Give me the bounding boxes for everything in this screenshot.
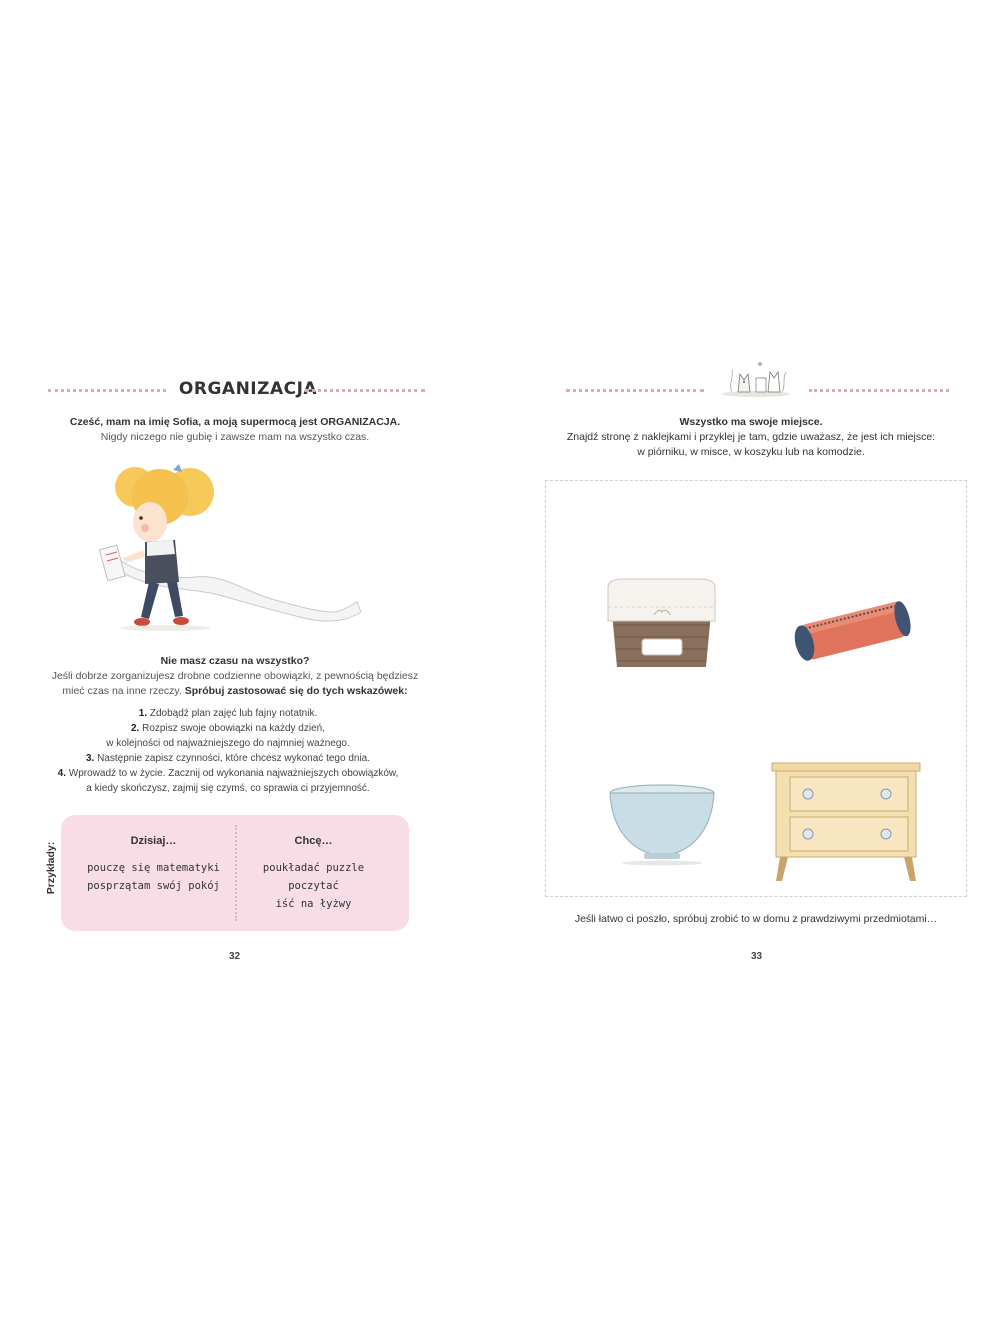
dresser-illustration [768,759,924,885]
example-item: pouczę się matematyki [87,862,220,874]
step-text: Zdobądź plan zajęć lub fajny notatnik. [149,708,318,719]
title-divider-left [48,389,166,392]
want-heading: Chcę… [294,835,333,847]
example-item: posprzątam swój pokój [87,880,220,892]
step-line [30,706,426,721]
tips-para-line2-light: mieć czas na inne rzeczy. [62,685,182,697]
step-line [30,781,426,796]
example-item: poczytać [288,880,339,892]
tips-para-line2-bold: Spróbuj zastosować się do tych wskazówek: [184,685,408,697]
header-divider-left [566,389,704,392]
intro [30,415,440,445]
step-text: Rozpisz swoje obowiązki na każdy dzień, [142,723,325,734]
page-title: ORGANIZACJA [178,379,318,399]
step-number: 3. [85,753,95,764]
pencil-case-illustration [791,599,916,663]
examples-label: Przykłady: [45,841,57,895]
cat-vignette-icon [720,356,792,398]
instructions-line1: Znajdź stronę z naklejkami i przyklej je tam, gdzie uważasz, że jest ich miejsce: [566,431,936,443]
examples-box [61,815,409,931]
instructions-heading: Wszystko ma swoje miejsce. [679,416,823,428]
step-line [30,721,426,736]
step-text: a kiedy skończysz, zajmij się czymś, co sprawia ci przyjemność. [86,783,370,794]
want-list [241,859,386,913]
step-line [30,736,426,751]
today-heading: Dzisiaj… [130,835,177,847]
sofia-illustration [95,462,370,634]
step-text: Wprowadź to w życie. Zacznij od wykonania najważniejszych obowiązków, [68,768,399,779]
step-text: Następnie zapisz czynności, które chcesz wykonać tego dnia. [97,753,371,764]
bottom-note: Jeśli łatwo ci poszło, spróbuj zrobić to w domu z prawdziwymi przedmiotami… [574,913,938,925]
tips-para-line1: Jeśli dobrze zorganizujesz drobne codzienne obowiązki, z pewnością będziesz [51,670,419,682]
example-item: poukładać puzzle [262,862,365,874]
example-item: iść na łyżwy [275,898,352,910]
today-list [71,859,236,895]
tips-intro [30,654,440,699]
header-divider-right [809,389,949,392]
instructions [536,415,966,460]
step-line [30,751,426,766]
step-text: w kolejności od najważniejszego do najmniej ważnego. [106,738,350,749]
bowl-illustration [606,783,718,867]
step-number: 1. [138,708,148,719]
column-divider [235,825,237,921]
step-number: 2. [131,723,140,734]
steps-list [30,706,426,796]
step-number: 4. [57,768,66,779]
step-line [30,766,426,781]
title-divider-right [305,389,425,392]
intro-light: Nigdy niczego nie gubię i zawsze mam na wszystko czas. [100,431,370,443]
page-number-right: 33 [751,951,763,962]
instructions-line2: w piórniku, w misce, w koszyku lub na komodzie. [637,446,865,458]
sticker-frame [545,480,967,897]
intro-bold: Cześć, mam na imię Sofia, a moją supermocą jest ORGANIZACJA. [69,416,401,428]
page-number-left: 32 [229,951,241,962]
basket-illustration [604,577,719,673]
question-heading: Nie masz czasu na wszystko? [160,655,310,667]
